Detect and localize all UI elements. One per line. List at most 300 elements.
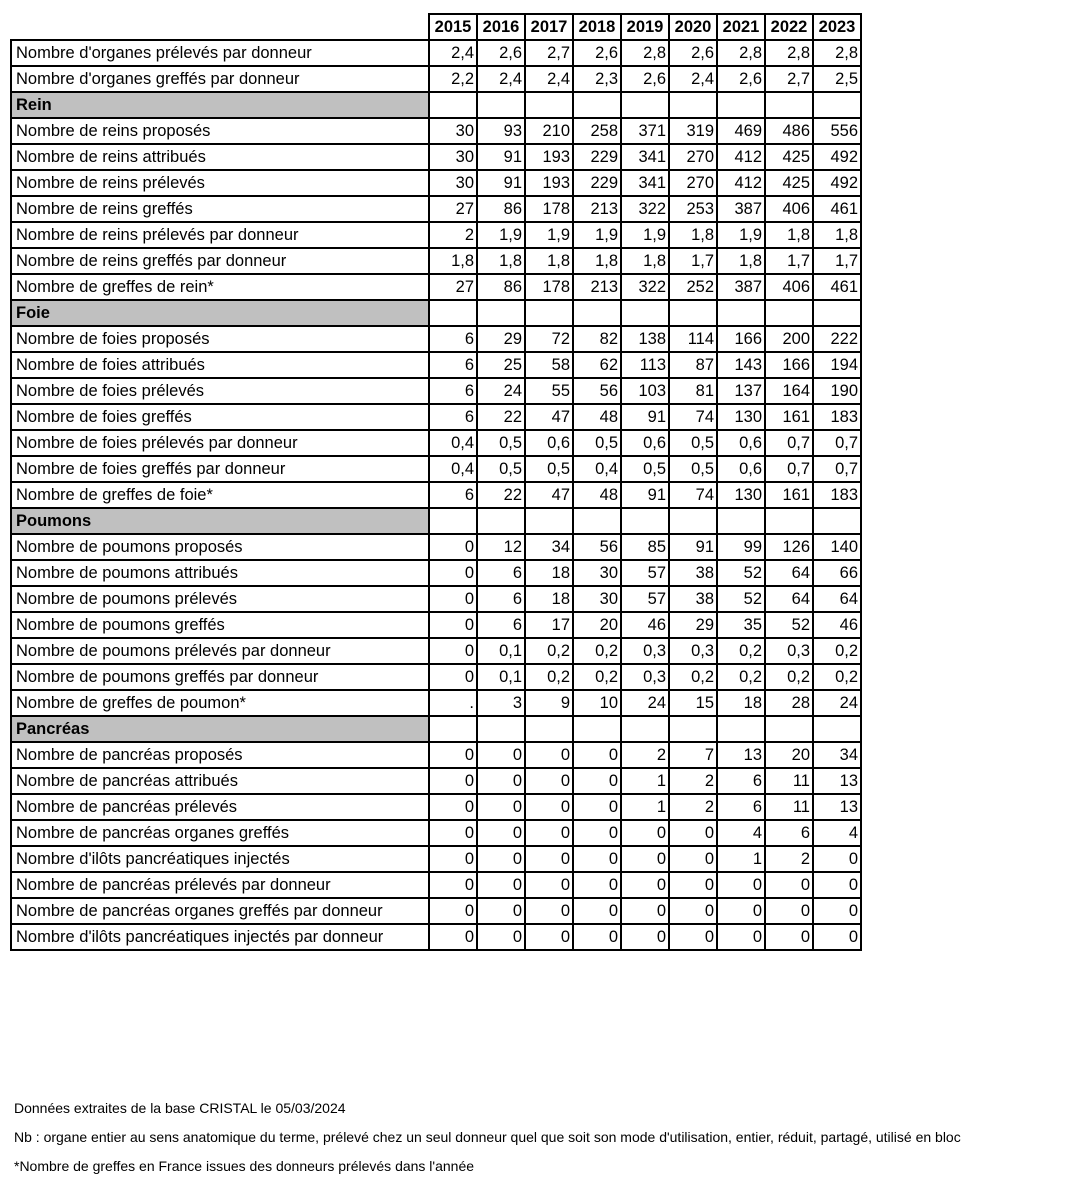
table-cell: 0	[477, 898, 525, 924]
table-cell: 27	[429, 274, 477, 300]
table-cell: 0	[669, 924, 717, 950]
table-cell: 412	[717, 144, 765, 170]
row-label: Nombre de poumons prélevés	[11, 586, 429, 612]
table-row	[11, 534, 861, 560]
table-cell: 461	[813, 196, 861, 222]
row-label: Nombre de greffes de foie*	[11, 482, 429, 508]
table-cell	[477, 508, 525, 534]
table-cell: 2,4	[429, 40, 477, 66]
table-cell: 3	[477, 690, 525, 716]
row-label: Nombre d'organes greffés par donneur	[11, 66, 429, 92]
table-cell: 0,3	[669, 638, 717, 664]
table-cell: 1,8	[669, 222, 717, 248]
table-cell: 2	[669, 794, 717, 820]
row-label: Nombre de poumons proposés	[11, 534, 429, 560]
table-cell: 25	[477, 352, 525, 378]
section-header-row	[11, 716, 861, 742]
table-cell: 1,8	[813, 222, 861, 248]
table-cell: 0	[669, 898, 717, 924]
year-header: 2023	[813, 14, 861, 40]
table-cell: 166	[717, 326, 765, 352]
footnote-3: *Nombre de greffes en France issues des donneurs prélevés dans l'année	[14, 1158, 475, 1174]
table-cell: 30	[429, 118, 477, 144]
section-label: Pancréas	[11, 716, 429, 742]
table-cell: 99	[717, 534, 765, 560]
section-header-row	[11, 300, 861, 326]
table-row	[11, 690, 861, 716]
table-cell: 210	[525, 118, 573, 144]
row-label: Nombre d'organes prélevés par donneur	[11, 40, 429, 66]
table-cell: 2,6	[477, 40, 525, 66]
table-cell: 0	[813, 898, 861, 924]
table-row	[11, 794, 861, 820]
table-cell: 18	[525, 560, 573, 586]
table-cell: 0,5	[525, 456, 573, 482]
table-cell	[573, 508, 621, 534]
table-cell: 0,5	[621, 456, 669, 482]
table-cell: 0,5	[669, 430, 717, 456]
table-cell: 0,7	[765, 456, 813, 482]
table-cell: 2,6	[669, 40, 717, 66]
table-cell: 2,6	[573, 40, 621, 66]
table-row	[11, 196, 861, 222]
table-cell: 2,4	[525, 66, 573, 92]
table-cell: 0	[621, 898, 669, 924]
table-cell: 0,6	[717, 430, 765, 456]
table-cell: 10	[573, 690, 621, 716]
year-header: 2018	[573, 14, 621, 40]
footnote-2: Nb : organe entier au sens anatomique du terme, prélevé chez un seul donneur quel que soit son mode d'utilisation, entier, réduit, partagé, utilisé en bloc	[14, 1129, 961, 1145]
table-cell	[813, 716, 861, 742]
table-cell: 46	[813, 612, 861, 638]
table-cell: 0,7	[813, 456, 861, 482]
table-cell: 6	[429, 352, 477, 378]
table-cell: 253	[669, 196, 717, 222]
table-cell: 24	[813, 690, 861, 716]
year-header: 2020	[669, 14, 717, 40]
table-cell: 1,8	[765, 222, 813, 248]
table-cell: 7	[669, 742, 717, 768]
table-cell: 322	[621, 196, 669, 222]
table-cell: 74	[669, 482, 717, 508]
table-cell: 48	[573, 404, 621, 430]
year-header: 2017	[525, 14, 573, 40]
table-cell: 47	[525, 482, 573, 508]
table-cell: 0,3	[621, 664, 669, 690]
table-cell	[429, 508, 477, 534]
table-cell: 0,5	[477, 456, 525, 482]
row-label: Nombre de pancréas prélevés par donneur	[11, 872, 429, 898]
table-cell: 4	[717, 820, 765, 846]
year-header: 2021	[717, 14, 765, 40]
table-cell	[525, 508, 573, 534]
table-cell: 143	[717, 352, 765, 378]
table-row	[11, 872, 861, 898]
table-cell: 12	[477, 534, 525, 560]
table-cell: 178	[525, 274, 573, 300]
table-cell: 0	[525, 820, 573, 846]
table-cell: 1,8	[525, 248, 573, 274]
table-cell: 6	[477, 612, 525, 638]
table-cell: 0	[429, 820, 477, 846]
table-cell: 461	[813, 274, 861, 300]
table-cell: 6	[429, 482, 477, 508]
section-header-row	[11, 508, 861, 534]
table-row	[11, 352, 861, 378]
table-cell: 6	[429, 378, 477, 404]
table-cell: 1,9	[717, 222, 765, 248]
table-cell: 64	[813, 586, 861, 612]
table-cell: 126	[765, 534, 813, 560]
row-label: Nombre de reins attribués	[11, 144, 429, 170]
table-cell: 0	[525, 898, 573, 924]
table-row	[11, 664, 861, 690]
table-row	[11, 768, 861, 794]
table-row	[11, 612, 861, 638]
table-cell: 0	[477, 872, 525, 898]
table-cell: 0	[573, 846, 621, 872]
year-header: 2019	[621, 14, 669, 40]
section-label: Poumons	[11, 508, 429, 534]
table-cell: 0	[573, 872, 621, 898]
row-label: Nombre de poumons greffés	[11, 612, 429, 638]
table-cell: 2	[765, 846, 813, 872]
table-cell	[669, 508, 717, 534]
table-row	[11, 66, 861, 92]
table-cell: 27	[429, 196, 477, 222]
table-cell: 0	[477, 742, 525, 768]
table-cell: 2,8	[765, 40, 813, 66]
table-cell: 425	[765, 144, 813, 170]
table-cell: 1,7	[765, 248, 813, 274]
table-cell: 341	[621, 170, 669, 196]
table-cell: 0	[525, 872, 573, 898]
row-label: Nombre de greffes de poumon*	[11, 690, 429, 716]
table-cell: 0	[429, 612, 477, 638]
table-cell	[717, 508, 765, 534]
table-cell: 30	[573, 560, 621, 586]
row-label: Nombre d'ilôts pancréatiques injectés	[11, 846, 429, 872]
table-cell: 2,7	[765, 66, 813, 92]
table-cell: 66	[813, 560, 861, 586]
table-cell: 1,8	[429, 248, 477, 274]
table-cell: 2,3	[573, 66, 621, 92]
table-cell: 0	[477, 768, 525, 794]
table-cell	[717, 92, 765, 118]
table-cell: 0	[669, 872, 717, 898]
table-row	[11, 846, 861, 872]
row-label: Nombre de pancréas organes greffés par donneur	[11, 898, 429, 924]
year-header: 2015	[429, 14, 477, 40]
table-cell: 0	[621, 846, 669, 872]
table-cell: 0	[717, 872, 765, 898]
table-cell: 2,2	[429, 66, 477, 92]
table-cell: 0,2	[573, 664, 621, 690]
table-cell: 1,9	[573, 222, 621, 248]
table-row	[11, 586, 861, 612]
table-cell: 0	[525, 846, 573, 872]
table-cell: 0	[765, 872, 813, 898]
table-cell: 0,2	[717, 638, 765, 664]
table-cell: 0,7	[813, 430, 861, 456]
table-cell: 0	[429, 924, 477, 950]
table-cell: 0	[429, 794, 477, 820]
table-cell	[525, 716, 573, 742]
table-cell: 28	[765, 690, 813, 716]
table-cell: 137	[717, 378, 765, 404]
table-cell: 178	[525, 196, 573, 222]
table-cell: 91	[477, 170, 525, 196]
table-cell: 1,7	[813, 248, 861, 274]
table-cell	[621, 92, 669, 118]
table-cell: 52	[765, 612, 813, 638]
section-header-row	[11, 92, 861, 118]
table-cell: 30	[429, 144, 477, 170]
table-cell: 270	[669, 170, 717, 196]
row-label: Nombre de pancréas organes greffés	[11, 820, 429, 846]
table-cell: 0,5	[477, 430, 525, 456]
table-cell: 387	[717, 274, 765, 300]
table-cell: 0,6	[525, 430, 573, 456]
table-cell: 1	[717, 846, 765, 872]
table-row	[11, 170, 861, 196]
table-cell: 1,8	[621, 248, 669, 274]
table-row	[11, 898, 861, 924]
table-cell: 58	[525, 352, 573, 378]
table-cell: 166	[765, 352, 813, 378]
table-cell: 20	[573, 612, 621, 638]
table-cell	[813, 508, 861, 534]
table-cell: 0	[477, 820, 525, 846]
table-cell	[669, 92, 717, 118]
organ-statistics-table	[10, 13, 862, 951]
table-cell: 1,9	[477, 222, 525, 248]
table-cell: 1,8	[717, 248, 765, 274]
table-cell: 161	[765, 482, 813, 508]
table-cell: 0,2	[813, 664, 861, 690]
table-cell: 1	[621, 768, 669, 794]
table-cell: 0	[429, 846, 477, 872]
table-row	[11, 430, 861, 456]
table-cell: 56	[573, 378, 621, 404]
table-cell: 38	[669, 586, 717, 612]
table-cell: 0,2	[525, 638, 573, 664]
table-cell: 82	[573, 326, 621, 352]
table-cell: 0	[573, 898, 621, 924]
table-cell: 81	[669, 378, 717, 404]
table-cell: 0,5	[573, 430, 621, 456]
table-cell: 492	[813, 170, 861, 196]
table-cell: 0,2	[717, 664, 765, 690]
table-cell: 183	[813, 404, 861, 430]
table-row	[11, 222, 861, 248]
table-cell	[669, 300, 717, 326]
table-cell	[525, 92, 573, 118]
table-cell: 20	[765, 742, 813, 768]
table-cell: 24	[477, 378, 525, 404]
table-cell: 412	[717, 170, 765, 196]
table-cell: 138	[621, 326, 669, 352]
row-label: Nombre de reins prélevés par donneur	[11, 222, 429, 248]
table-cell: 91	[669, 534, 717, 560]
table-cell: 113	[621, 352, 669, 378]
table-cell: 4	[813, 820, 861, 846]
table-cell: 213	[573, 196, 621, 222]
table-row	[11, 274, 861, 300]
table-cell: 0	[573, 820, 621, 846]
table-cell: 556	[813, 118, 861, 144]
table-cell: 0	[765, 924, 813, 950]
table-cell	[621, 508, 669, 534]
table-cell: 85	[621, 534, 669, 560]
table-row	[11, 742, 861, 768]
table-row	[11, 118, 861, 144]
table-cell: 13	[813, 768, 861, 794]
table-cell: 0	[525, 768, 573, 794]
table-cell: 91	[477, 144, 525, 170]
table-cell: 17	[525, 612, 573, 638]
table-cell	[429, 716, 477, 742]
table-cell: 87	[669, 352, 717, 378]
table-cell	[621, 716, 669, 742]
table-cell: 114	[669, 326, 717, 352]
table-cell: 0	[621, 872, 669, 898]
table-row	[11, 40, 861, 66]
table-cell: 34	[525, 534, 573, 560]
table-row	[11, 248, 861, 274]
table-cell: 486	[765, 118, 813, 144]
table-cell: 193	[525, 170, 573, 196]
table-cell	[621, 300, 669, 326]
year-header-row	[11, 14, 861, 40]
table-cell: 1,8	[477, 248, 525, 274]
table-cell	[429, 300, 477, 326]
table-cell: 193	[525, 144, 573, 170]
table-cell: 0	[525, 924, 573, 950]
table-cell: 0	[429, 742, 477, 768]
table-cell	[813, 92, 861, 118]
table-row	[11, 820, 861, 846]
table-cell: 0	[621, 820, 669, 846]
table-cell: 2	[621, 742, 669, 768]
table-cell: 0	[525, 742, 573, 768]
table-row	[11, 560, 861, 586]
table-cell: 64	[765, 586, 813, 612]
table-cell: 91	[621, 482, 669, 508]
table-cell: 2,8	[717, 40, 765, 66]
table-cell: 6	[429, 326, 477, 352]
table-cell: 0	[477, 794, 525, 820]
table-cell: 2,6	[621, 66, 669, 92]
table-cell	[765, 92, 813, 118]
table-cell: 18	[717, 690, 765, 716]
table-cell: 0	[429, 872, 477, 898]
table-cell: 47	[525, 404, 573, 430]
table-cell: 2	[429, 222, 477, 248]
table-cell: 2,8	[813, 40, 861, 66]
row-label: Nombre de greffes de rein*	[11, 274, 429, 300]
table-cell: 0	[477, 846, 525, 872]
row-label: Nombre de reins greffés par donneur	[11, 248, 429, 274]
table-cell: 13	[717, 742, 765, 768]
table-cell: 0,2	[765, 664, 813, 690]
table-cell: 2,6	[717, 66, 765, 92]
table-cell: 2	[669, 768, 717, 794]
table-cell: 0,7	[765, 430, 813, 456]
table-cell: 57	[621, 586, 669, 612]
table-cell: 0	[765, 898, 813, 924]
table-cell: 56	[573, 534, 621, 560]
table-cell: 2,8	[621, 40, 669, 66]
row-label: Nombre de foies prélevés	[11, 378, 429, 404]
table-cell: 0,1	[477, 664, 525, 690]
table-cell: 0	[813, 924, 861, 950]
table-cell: 0	[429, 638, 477, 664]
table-cell: 2,4	[669, 66, 717, 92]
table-cell: 229	[573, 144, 621, 170]
table-cell: 492	[813, 144, 861, 170]
table-cell	[477, 300, 525, 326]
table-cell	[765, 300, 813, 326]
row-label: Nombre de poumons prélevés par donneur	[11, 638, 429, 664]
table-cell: 0	[573, 742, 621, 768]
table-cell: 406	[765, 196, 813, 222]
table-cell: 222	[813, 326, 861, 352]
table-cell: 0,4	[429, 456, 477, 482]
table-cell: 86	[477, 196, 525, 222]
table-cell	[573, 716, 621, 742]
row-label: Nombre de foies proposés	[11, 326, 429, 352]
table-cell: 130	[717, 404, 765, 430]
table-cell: 2,7	[525, 40, 573, 66]
table-cell: 1	[621, 794, 669, 820]
table-cell: 64	[765, 560, 813, 586]
table-cell	[429, 92, 477, 118]
table-cell: 62	[573, 352, 621, 378]
table-cell: 0,3	[621, 638, 669, 664]
table-cell: 341	[621, 144, 669, 170]
table-cell: 55	[525, 378, 573, 404]
table-cell: 30	[429, 170, 477, 196]
table-cell: 2,4	[477, 66, 525, 92]
table-cell: 6	[717, 768, 765, 794]
table-cell: 24	[621, 690, 669, 716]
table-cell: 194	[813, 352, 861, 378]
table-cell	[813, 300, 861, 326]
table-cell	[573, 92, 621, 118]
table-cell: 0,6	[717, 456, 765, 482]
table-cell: 0	[429, 664, 477, 690]
table-cell	[717, 716, 765, 742]
table-cell: 319	[669, 118, 717, 144]
row-label: Nombre de reins greffés	[11, 196, 429, 222]
table-cell: 11	[765, 768, 813, 794]
row-label: Nombre de pancréas prélevés	[11, 794, 429, 820]
section-label: Foie	[11, 300, 429, 326]
table-cell: 57	[621, 560, 669, 586]
table-cell: 29	[669, 612, 717, 638]
table-cell: 0	[813, 872, 861, 898]
header-corner	[11, 14, 429, 40]
year-header: 2022	[765, 14, 813, 40]
table-cell: 0	[429, 560, 477, 586]
table-cell: 183	[813, 482, 861, 508]
table-cell: 1,9	[525, 222, 573, 248]
table-cell: 29	[477, 326, 525, 352]
table-cell: 1,7	[669, 248, 717, 274]
table-row	[11, 924, 861, 950]
table-cell: 0,4	[573, 456, 621, 482]
